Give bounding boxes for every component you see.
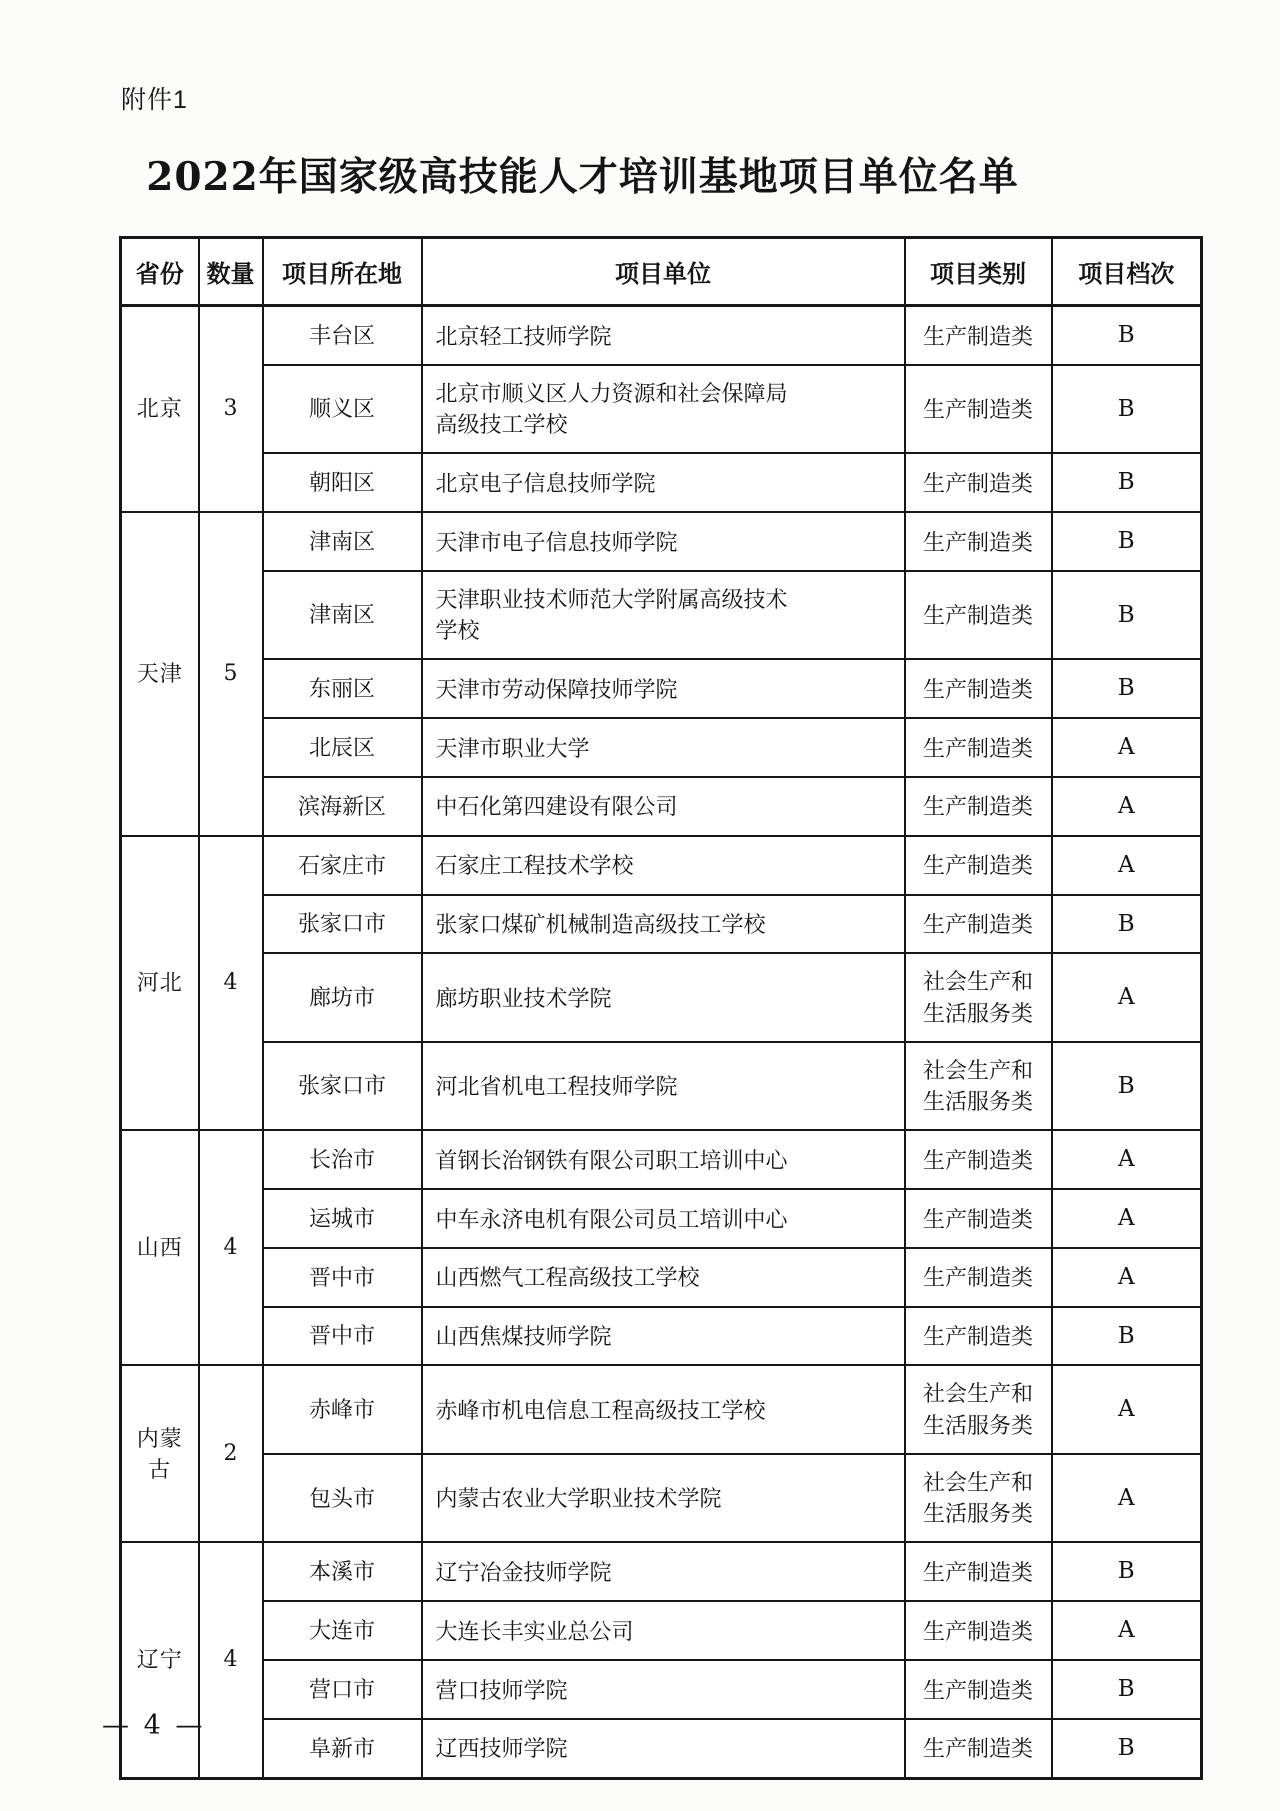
category-cell-text: 生产制造类 xyxy=(922,912,1033,938)
grade-cell: B xyxy=(1052,365,1202,453)
category-cell-text: 生产制造类 xyxy=(922,735,1033,761)
location-cell: 石家庄市 xyxy=(263,836,422,895)
province-cell: 辽宁 xyxy=(121,1542,199,1778)
location-cell: 滨海新区 xyxy=(263,777,422,836)
category-cell xyxy=(905,1454,1052,1542)
table-row xyxy=(121,306,1202,365)
category-cell xyxy=(905,1248,1052,1307)
grade-cell: B xyxy=(1052,1719,1202,1778)
grade-cell: A xyxy=(1052,836,1202,895)
province-cell: 天津 xyxy=(121,512,199,836)
category-cell xyxy=(905,777,1052,836)
location-cell: 廊坊市 xyxy=(263,953,422,1041)
category-cell xyxy=(905,1307,1052,1366)
category-cell xyxy=(905,1601,1052,1660)
count-cell: 2 xyxy=(199,1365,263,1542)
table-row xyxy=(121,512,1202,571)
category-cell-text: 生产制造类 xyxy=(922,1265,1033,1291)
table-row xyxy=(121,1365,1202,1453)
location-cell: 本溪市 xyxy=(263,1542,422,1601)
table-row xyxy=(121,1130,1202,1189)
table-row xyxy=(121,1454,1202,1542)
page-number: — 4 — xyxy=(102,1710,206,1741)
unit-cell-text: 大连长丰实业总公司 xyxy=(435,1618,634,1644)
table-row xyxy=(121,1189,1202,1248)
unit-cell xyxy=(422,1660,905,1719)
category-cell-text: 生产制造类 xyxy=(922,323,1033,349)
grade-cell: B xyxy=(1052,512,1202,571)
category-cell-text: 生产制造类 xyxy=(922,397,1033,423)
unit-cell xyxy=(422,1248,905,1307)
unit-cell-text: 中石化第四建设有限公司 xyxy=(435,794,678,820)
table-row xyxy=(121,953,1202,1041)
count-cell: 4 xyxy=(199,1542,263,1778)
header-category: 项目类别 xyxy=(905,238,1052,306)
grade-cell: B xyxy=(1052,1542,1202,1601)
category-cell-text: 生产制造类 xyxy=(922,1206,1033,1232)
grade-cell: B xyxy=(1052,895,1202,954)
table-row xyxy=(121,1307,1202,1366)
training-base-table xyxy=(119,236,1203,1780)
unit-cell-text: 内蒙古农业大学职业技术学院 xyxy=(435,1486,722,1512)
location-cell: 长治市 xyxy=(263,1130,422,1189)
attachment-label: 附件1 xyxy=(121,86,188,114)
unit-cell-text: 山西燃气工程高级技工学校 xyxy=(435,1265,700,1291)
location-cell: 顺义区 xyxy=(263,365,422,453)
location-cell: 运城市 xyxy=(263,1189,422,1248)
unit-cell xyxy=(422,953,905,1041)
unit-cell xyxy=(422,453,905,512)
category-cell xyxy=(905,453,1052,512)
unit-cell-text: 营口技师学院 xyxy=(435,1677,568,1703)
page-title: 2022年国家级高技能人才培训基地项目单位名单 xyxy=(146,154,1019,200)
count-cell: 4 xyxy=(199,836,263,1131)
header-grade: 项目档次 xyxy=(1052,238,1202,306)
unit-cell xyxy=(422,1365,905,1453)
unit-cell-text: 山西焦煤技师学院 xyxy=(435,1324,612,1350)
location-cell: 晋中市 xyxy=(263,1248,422,1307)
grade-cell: A xyxy=(1052,1248,1202,1307)
category-cell-text: 生产制造类 xyxy=(922,853,1033,879)
unit-cell-text: 北京市顺义区人力资源和社会保障局高级技工学校 xyxy=(435,380,788,438)
category-cell xyxy=(905,836,1052,895)
category-cell xyxy=(905,365,1052,453)
grade-cell: A xyxy=(1052,1601,1202,1660)
category-cell-text: 生产制造类 xyxy=(922,1324,1033,1350)
category-cell-text: 生产制造类 xyxy=(922,603,1033,629)
location-cell: 大连市 xyxy=(263,1601,422,1660)
table-header-row xyxy=(121,238,1202,306)
category-cell-text: 生产制造类 xyxy=(922,1559,1033,1585)
category-cell-text: 生产制造类 xyxy=(922,1147,1033,1173)
unit-cell xyxy=(422,895,905,954)
grade-cell: B xyxy=(1052,1042,1202,1130)
header-count: 数量 xyxy=(199,238,263,306)
table-row xyxy=(121,1248,1202,1307)
location-cell: 阜新市 xyxy=(263,1719,422,1778)
unit-cell xyxy=(422,512,905,571)
header-location: 项目所在地 xyxy=(263,238,422,306)
unit-cell-text: 北京轻工技师学院 xyxy=(435,323,612,349)
category-cell xyxy=(905,659,1052,718)
unit-cell xyxy=(422,1454,905,1542)
unit-cell-text: 辽宁冶金技师学院 xyxy=(435,1559,612,1585)
unit-cell-text: 石家庄工程技术学校 xyxy=(435,853,634,879)
unit-cell-text: 天津市劳动保障技师学院 xyxy=(435,676,678,702)
category-cell-text: 生产制造类 xyxy=(922,1677,1033,1703)
grade-cell: B xyxy=(1052,571,1202,659)
unit-cell xyxy=(422,1189,905,1248)
grade-cell: A xyxy=(1052,953,1202,1041)
grade-cell: B xyxy=(1052,453,1202,512)
location-cell: 北辰区 xyxy=(263,718,422,777)
unit-cell xyxy=(422,718,905,777)
unit-cell-text: 天津市电子信息技师学院 xyxy=(435,529,678,555)
count-cell: 3 xyxy=(199,306,263,513)
category-cell-text: 生产制造类 xyxy=(922,794,1033,820)
location-cell: 津南区 xyxy=(263,512,422,571)
unit-cell-text: 天津职业技术师范大学附属高级技术学校 xyxy=(435,586,788,644)
category-cell xyxy=(905,1042,1052,1130)
category-cell-text: 生产制造类 xyxy=(922,676,1033,702)
count-cell: 4 xyxy=(199,1130,263,1365)
unit-cell-text: 中车永济电机有限公司员工培训中心 xyxy=(435,1206,788,1232)
table-row xyxy=(121,453,1202,512)
category-cell xyxy=(905,953,1052,1041)
grade-cell: B xyxy=(1052,1660,1202,1719)
unit-cell-text: 北京电子信息技师学院 xyxy=(435,470,656,496)
header-province: 省份 xyxy=(121,238,199,306)
category-cell xyxy=(905,1130,1052,1189)
table-row xyxy=(121,1601,1202,1660)
location-cell: 东丽区 xyxy=(263,659,422,718)
location-cell: 营口市 xyxy=(263,1660,422,1719)
table-row xyxy=(121,1542,1202,1601)
unit-cell-text: 廊坊职业技术学院 xyxy=(435,985,612,1011)
table-row xyxy=(121,571,1202,659)
location-cell: 张家口市 xyxy=(263,1042,422,1130)
table-row xyxy=(121,836,1202,895)
unit-cell xyxy=(422,1307,905,1366)
unit-cell-text: 首钢长治钢铁有限公司职工培训中心 xyxy=(435,1147,788,1173)
unit-cell xyxy=(422,1130,905,1189)
category-cell xyxy=(905,1660,1052,1719)
table-body xyxy=(121,306,1202,1779)
table-row xyxy=(121,365,1202,453)
category-cell-text: 社会生产和生活服务类 xyxy=(922,969,1033,1026)
unit-cell xyxy=(422,1719,905,1778)
location-cell: 赤峰市 xyxy=(263,1365,422,1453)
grade-cell: A xyxy=(1052,1189,1202,1248)
grade-cell: A xyxy=(1052,777,1202,836)
unit-cell xyxy=(422,1542,905,1601)
location-cell: 包头市 xyxy=(263,1454,422,1542)
province-cell: 内蒙古 xyxy=(121,1365,199,1542)
grade-cell: A xyxy=(1052,1130,1202,1189)
unit-cell xyxy=(422,836,905,895)
table-row xyxy=(121,659,1202,718)
province-cell: 山西 xyxy=(121,1130,199,1365)
unit-cell xyxy=(422,1042,905,1130)
grade-cell: A xyxy=(1052,1365,1202,1453)
grade-cell: A xyxy=(1052,718,1202,777)
category-cell-text: 生产制造类 xyxy=(922,470,1033,496)
table-row xyxy=(121,777,1202,836)
category-cell-text: 生产制造类 xyxy=(922,1736,1033,1762)
category-cell xyxy=(905,718,1052,777)
unit-cell-text: 赤峰市机电信息工程高级技工学校 xyxy=(435,1397,766,1423)
unit-cell xyxy=(422,571,905,659)
unit-cell-text: 河北省机电工程技师学院 xyxy=(435,1074,678,1100)
table-row xyxy=(121,1719,1202,1778)
table-row xyxy=(121,1660,1202,1719)
table-row xyxy=(121,1042,1202,1130)
unit-cell xyxy=(422,365,905,453)
grade-cell: B xyxy=(1052,1307,1202,1366)
category-cell xyxy=(905,895,1052,954)
location-cell: 丰台区 xyxy=(263,306,422,365)
category-cell-text: 社会生产和生活服务类 xyxy=(922,1469,1033,1527)
grade-cell: B xyxy=(1052,659,1202,718)
category-cell-text: 生产制造类 xyxy=(922,1618,1033,1644)
header-unit: 项目单位 xyxy=(422,238,905,306)
location-cell: 张家口市 xyxy=(263,895,422,954)
province-cell: 北京 xyxy=(121,306,199,513)
category-cell-text: 生产制造类 xyxy=(922,529,1033,555)
category-cell xyxy=(905,512,1052,571)
unit-cell xyxy=(422,777,905,836)
grade-cell: A xyxy=(1052,1454,1202,1542)
category-cell xyxy=(905,1189,1052,1248)
category-cell-text: 社会生产和生活服务类 xyxy=(922,1057,1033,1115)
table-row xyxy=(121,718,1202,777)
location-cell: 朝阳区 xyxy=(263,453,422,512)
category-cell xyxy=(905,1365,1052,1453)
unit-cell xyxy=(422,659,905,718)
location-cell: 晋中市 xyxy=(263,1307,422,1366)
category-cell xyxy=(905,1719,1052,1778)
count-cell: 5 xyxy=(199,512,263,836)
unit-cell-text: 张家口煤矿机械制造高级技工学校 xyxy=(435,912,766,938)
unit-cell xyxy=(422,1601,905,1660)
unit-cell-text: 辽西技师学院 xyxy=(435,1736,568,1762)
grade-cell: B xyxy=(1052,306,1202,365)
unit-cell-text: 天津市职业大学 xyxy=(435,735,590,761)
category-cell xyxy=(905,571,1052,659)
location-cell: 津南区 xyxy=(263,571,422,659)
table-row xyxy=(121,895,1202,954)
category-cell-text: 社会生产和生活服务类 xyxy=(922,1381,1033,1438)
category-cell xyxy=(905,1542,1052,1601)
province-cell: 河北 xyxy=(121,836,199,1131)
unit-cell xyxy=(422,306,905,365)
category-cell xyxy=(905,306,1052,365)
